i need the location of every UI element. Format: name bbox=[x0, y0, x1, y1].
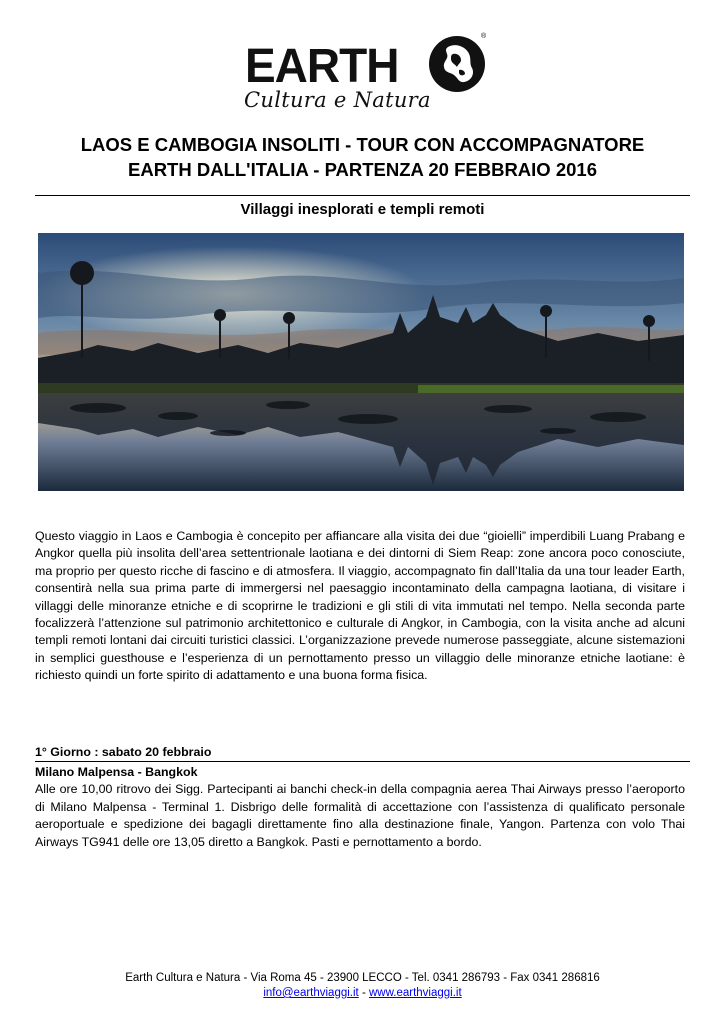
globe-icon bbox=[428, 35, 486, 93]
registered-mark: ® bbox=[481, 33, 487, 40]
page-title bbox=[35, 132, 690, 182]
footer-separator: - bbox=[358, 987, 369, 999]
title-line-2: EARTH DALL'ITALIA - PARTENZA 20 FEBBRAIO 2016 bbox=[128, 159, 597, 180]
intro-paragraph: Questo viaggio in Laos e Cambogia è concepito per affiancare alla visita dei due “gioielli” imperdibili Luang Prabang e Angkor quella più insolita dell’area settentrionale laotiana e dei dintorni di Siem Reap: zone ancora poco conosciute, ma proprio per questo ricche di fascino e di atmosfera. Il viaggio, accompagnato fin dall’Italia da una tour leader Earth, consentirà nella sua prima parte di immergersi nel paesaggio incontaminato della campagna laotiana, di visitare i villaggi delle minoranze etniche e di scoprirne le tradizioni e gli stili di vita immutati nel tempo. Nella seconda parte focalizzerà l’attenzione sul patrimonio architettonico e culturale di Angkor, in Cambogia, con la visita anche ad alcuni templi remoti lontani dai circuiti turistici classici. L’organizzazione prevede numerose passeggiate, alcune sistemazioni in semplici guesthouse e l’esperienza di un pernottamento presso un villaggio delle minoranze etniche laotiane: è richiesto quindi un forte spirito di adattamento e una buona forma fisica. bbox=[35, 529, 685, 683]
day-1-description: Alle ore 10,00 ritrovo dei Sigg. Partecipanti ai banchi check-in della compagnia aerea Thai Airways presso l’aeroporto di Milano Malpensa - Terminal 1. Disbrigo delle formalità di accettazione con l’assistenza di qualificato personale aeroportuale e spedizione dei bagagli direttamente fino alla destinazione finale, Yangon. Partenza con volo Thai Airways TG941 delle ore 13,05 diretto a Bangkok. Pasti e pernottamento a bordo. bbox=[35, 782, 685, 849]
footer bbox=[0, 971, 725, 1001]
earth-logo bbox=[243, 33, 493, 115]
title-line-1: LAOS E CAMBOGIA INSOLITI - TOUR CON ACCOMPAGNATORE bbox=[80, 134, 645, 155]
day-1-heading: 1° Giorno : sabato 20 febbraio bbox=[35, 744, 690, 762]
email-link[interactable]: info@earthviaggi.it bbox=[263, 987, 359, 999]
website-link[interactable]: www.earthviaggi.it bbox=[368, 987, 462, 999]
footer-links bbox=[0, 986, 725, 1001]
logo-tagline: Cultura e Natura bbox=[244, 88, 431, 112]
title-divider bbox=[35, 195, 690, 196]
page-subtitle: Villaggi inesplorati e templi remoti bbox=[240, 201, 485, 218]
footer-address: Earth Cultura e Natura - Via Roma 45 - 23900 LECCO - Tel. 0341 286793 - Fax 0341 286816 bbox=[125, 972, 600, 984]
angkor-sunset-photo bbox=[38, 233, 684, 491]
day-1-route: Milano Malpensa - Bangkok bbox=[35, 765, 198, 779]
logo-wordmark: EARTH bbox=[245, 37, 399, 93]
